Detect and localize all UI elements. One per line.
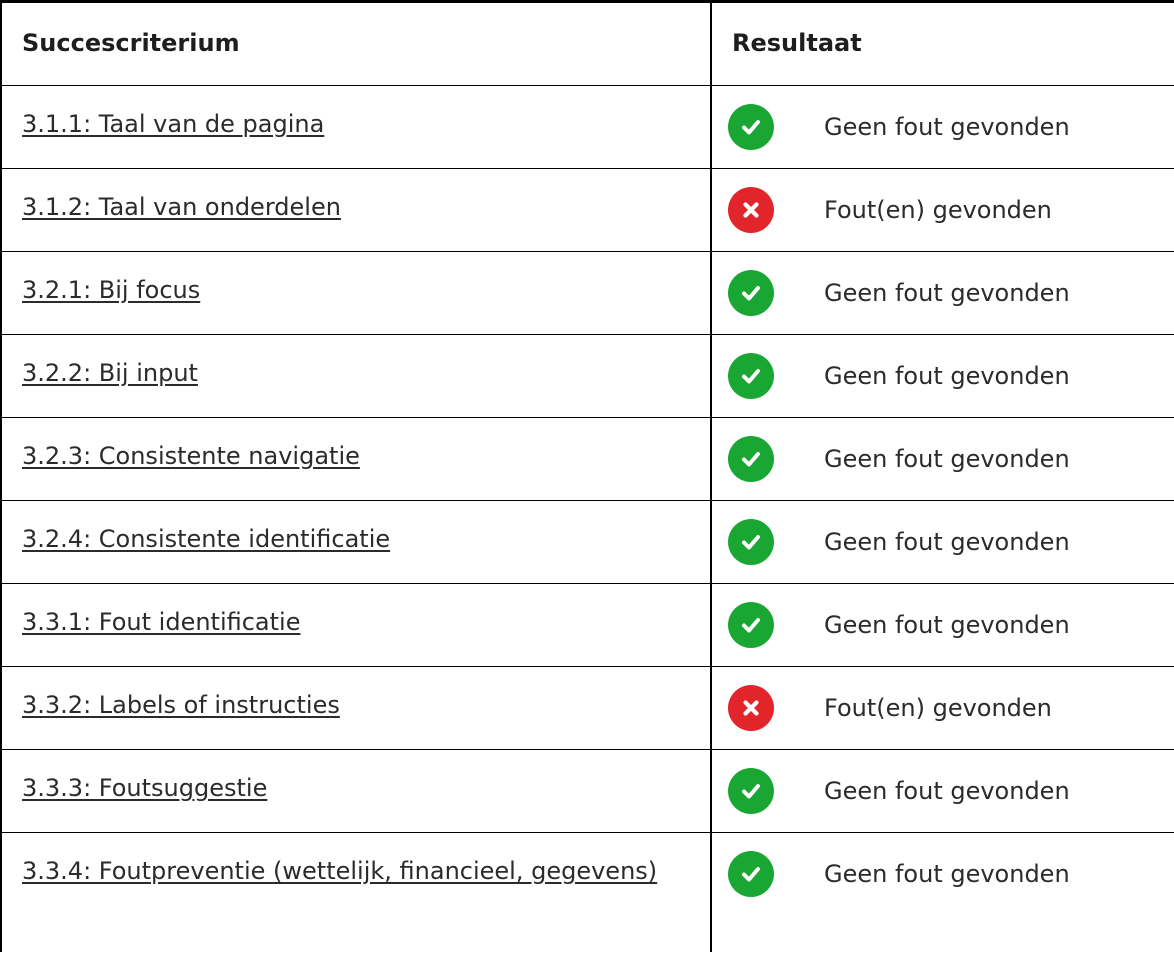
table-row: [1, 667, 1174, 750]
result-content: [712, 750, 1174, 832]
result-cell: [711, 833, 1174, 952]
result-content: [712, 169, 1174, 251]
result-label: Geen fout gevonden: [824, 113, 1070, 141]
criterion-link[interactable]: 3.2.2: Bij input: [22, 359, 198, 387]
result-cell: [711, 169, 1174, 252]
table-row: [1, 252, 1174, 335]
criterion-cell: [1, 252, 711, 335]
result-content: [712, 86, 1174, 168]
table-body: [1, 86, 1174, 952]
checkmark-glyph-icon: [740, 531, 762, 553]
result-content: [712, 501, 1174, 583]
result-label: Geen fout gevonden: [824, 528, 1070, 556]
result-label: Geen fout gevonden: [824, 777, 1070, 805]
result-content: [712, 418, 1174, 500]
result-cell: [711, 667, 1174, 750]
cross-glyph-icon: [741, 698, 761, 718]
criterion-link[interactable]: 3.2.3: Consistente navigatie: [22, 442, 360, 470]
checkmark-glyph-icon: [740, 282, 762, 304]
criterion-cell: [1, 169, 711, 252]
table-row: [1, 86, 1174, 169]
criterion-cell: [1, 750, 711, 833]
criterion-link[interactable]: 3.3.1: Fout identificatie: [22, 608, 301, 636]
result-cell: [711, 252, 1174, 335]
checkmark-glyph-icon: [740, 116, 762, 138]
column-header-result: Resultaat: [711, 2, 1174, 86]
result-label: Geen fout gevonden: [824, 445, 1070, 473]
check-circle-icon: [728, 436, 774, 482]
table-row: [1, 584, 1174, 667]
check-circle-icon: [728, 353, 774, 399]
criterion-cell: [1, 667, 711, 750]
result-cell: [711, 418, 1174, 501]
checkmark-glyph-icon: [740, 448, 762, 470]
table-row: [1, 501, 1174, 584]
criterion-link[interactable]: 3.3.3: Foutsuggestie: [22, 774, 268, 802]
check-circle-icon: [728, 602, 774, 648]
criterion-link[interactable]: 3.1.2: Taal van onderdelen: [22, 193, 341, 221]
checkmark-glyph-icon: [740, 780, 762, 802]
criterion-cell: [1, 833, 711, 952]
result-cell: [711, 584, 1174, 667]
result-content: [712, 252, 1174, 334]
result-content: [712, 584, 1174, 666]
result-content: [712, 335, 1174, 417]
criterion-cell: [1, 584, 711, 667]
check-circle-icon: [728, 104, 774, 150]
criterion-link[interactable]: 3.1.1: Taal van de pagina: [22, 110, 325, 138]
criterion-cell: [1, 335, 711, 418]
check-circle-icon: [728, 270, 774, 316]
criterion-cell: [1, 86, 711, 169]
criterion-link[interactable]: 3.2.1: Bij focus: [22, 276, 201, 304]
result-label: Fout(en) gevonden: [824, 196, 1052, 224]
result-label: Fout(en) gevonden: [824, 694, 1052, 722]
result-cell: [711, 750, 1174, 833]
table-row: [1, 750, 1174, 833]
result-label: Geen fout gevonden: [824, 611, 1070, 639]
checkmark-glyph-icon: [740, 614, 762, 636]
checkmark-glyph-icon: [740, 365, 762, 387]
table-row: [1, 169, 1174, 252]
check-circle-icon: [728, 768, 774, 814]
criterion-cell: [1, 418, 711, 501]
check-circle-icon: [728, 851, 774, 897]
result-content: [712, 667, 1174, 749]
result-cell: [711, 501, 1174, 584]
check-circle-icon: [728, 519, 774, 565]
table-row: [1, 335, 1174, 418]
result-label: Geen fout gevonden: [824, 860, 1070, 888]
table-row: [1, 418, 1174, 501]
table-row: [1, 833, 1174, 952]
result-cell: [711, 335, 1174, 418]
criterion-link[interactable]: 3.2.4: Consistente identificatie: [22, 525, 391, 553]
table-header-row: [1, 2, 1174, 86]
column-header-criterion: Succescriterium: [1, 2, 711, 86]
result-cell: [711, 86, 1174, 169]
cross-glyph-icon: [741, 200, 761, 220]
criterion-link[interactable]: 3.3.4: Foutpreventie (wettelijk, financieel, gegevens): [22, 857, 658, 885]
result-label: Geen fout gevonden: [824, 279, 1070, 307]
result-content: [712, 833, 1174, 915]
x-circle-icon: [728, 685, 774, 731]
x-circle-icon: [728, 187, 774, 233]
criterion-cell: [1, 501, 711, 584]
criterion-link[interactable]: 3.3.2: Labels of instructies: [22, 691, 340, 719]
result-label: Geen fout gevonden: [824, 362, 1070, 390]
checkmark-glyph-icon: [740, 863, 762, 885]
